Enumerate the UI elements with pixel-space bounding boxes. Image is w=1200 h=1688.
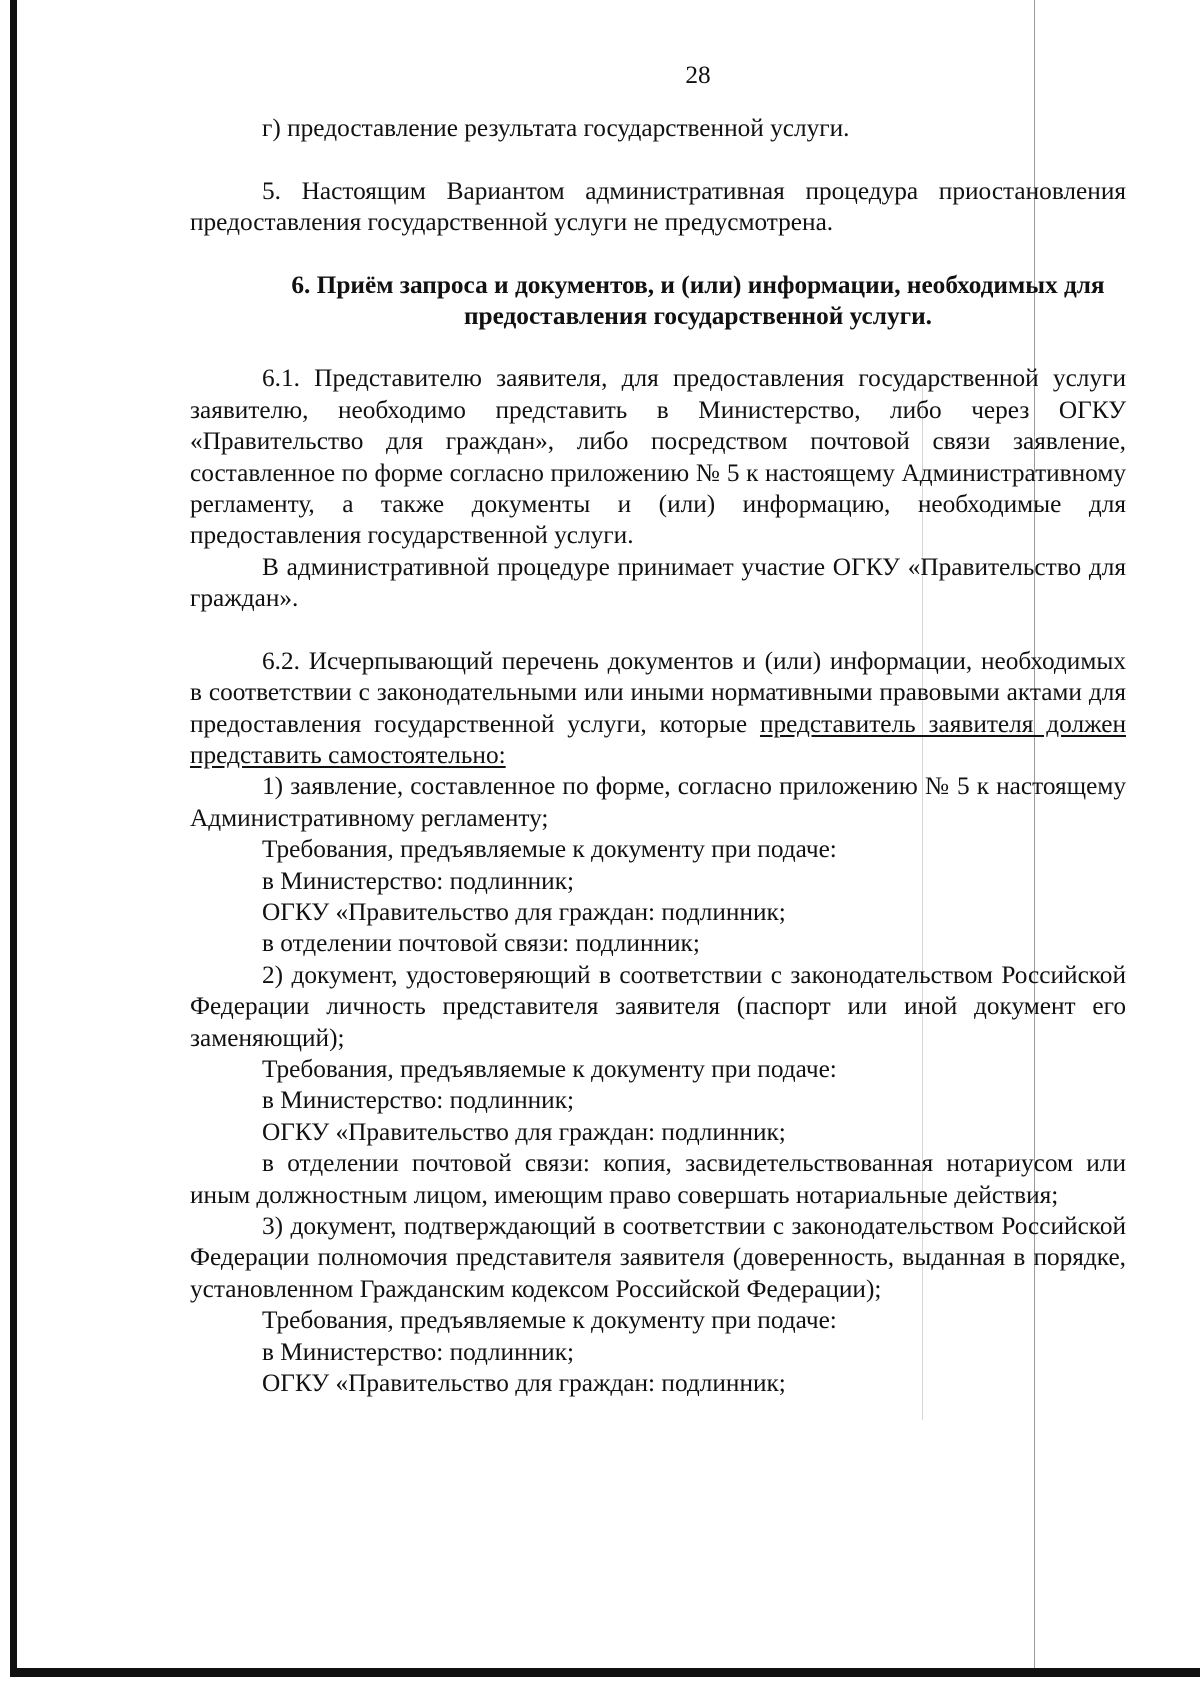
spacer [190,332,1126,363]
list-item: ОГКУ «Правительство для граждан: подлинник; [262,1117,786,1146]
list-item: в Министерство: подлинник; [262,1086,575,1115]
list-item: ОГКУ «Правительство для граждан: подлинник; [262,1369,786,1398]
list-item: в Министерство: подлинник; [262,1337,575,1366]
paragraph-6-1: 6.1. Представителю заявителя, для предоставления государственной услуги заявителю, необходимо представить в Министерство, либо через ОГКУ «Правительство для граждан», либо посредством почтовой связи заявление, составленное по форме согласно приложению № 5 к настоящему Административному регламенту, а также документы и (или) информацию, необходимые для предоставления государственной услуги. [190,364,1126,550]
paragraph-6-2-underlined: представитель заявителя должен представить самостоятельно: [190,709,1126,769]
spacer [190,239,1126,270]
list-item: 3) документ, подтверждающий в соответствии с законодательством Российской Федерации полномочия представителя заявителя (доверенность, выданная в порядке, установленном Гражданским кодексом Российской Федерации); [190,1212,1126,1303]
list-item: 2) документ, удостоверяющий в соответствии с законодательством Российской Федерации личность представителя заявителя (паспорт или иной документ его заменяющий); [190,960,1126,1052]
list-item: ОГКУ «Правительство для граждан: подлинник; [262,897,786,926]
spacer [190,615,1126,646]
paragraph-result-item: г) предоставление результата государственной услуги. [262,114,850,143]
scan-border-bottom [10,1668,1200,1677]
paragraph-6-1-participation: В административной процедуре принимает участие ОГКУ «Правительство для граждан». [190,552,1126,613]
list-item: в отделении почтовой связи: копия, засвидетельствованная нотариусом или иным должностным лицом, имеющим право совершать нотариальные действия; [190,1149,1126,1209]
list-item: Требования, предъявляемые к документу при подаче: [262,1306,837,1335]
document-page [190,60,1126,1399]
list-item: Требования, предъявляемые к документу при подаче: [262,1054,837,1083]
paragraph-6-2-lead: 6.2. Исчерпывающий перечень документов и (или) информации, необходимых в соответствии с законодательными или иными нормативными правовыми актами для предоставления государственной услуги, которые [190,646,1126,738]
section-6-heading: 6. Приём запроса и документов, и (или) информации, необходимых для предоставления государственной услуги. [291,270,1105,331]
list-item: в Министерство: подлинник; [262,866,575,895]
scan-border-left [10,0,17,1675]
list-item: 1) заявление, составленное по форме, согласно приложению № 5 к настоящему Административному регламенту; [190,772,1126,832]
spacer [190,145,1126,176]
paragraph-5: 5. Настоящим Вариантом административная процедура приостановления предоставления государственной услуги не предусмотрена. [190,176,1126,237]
list-item: в отделении почтовой связи: подлинник; [262,929,700,958]
paragraph-6-2 [190,646,1126,772]
list-item: Требования, предъявляемые к документу при подаче: [262,835,837,864]
page-number: 28 [685,61,711,89]
